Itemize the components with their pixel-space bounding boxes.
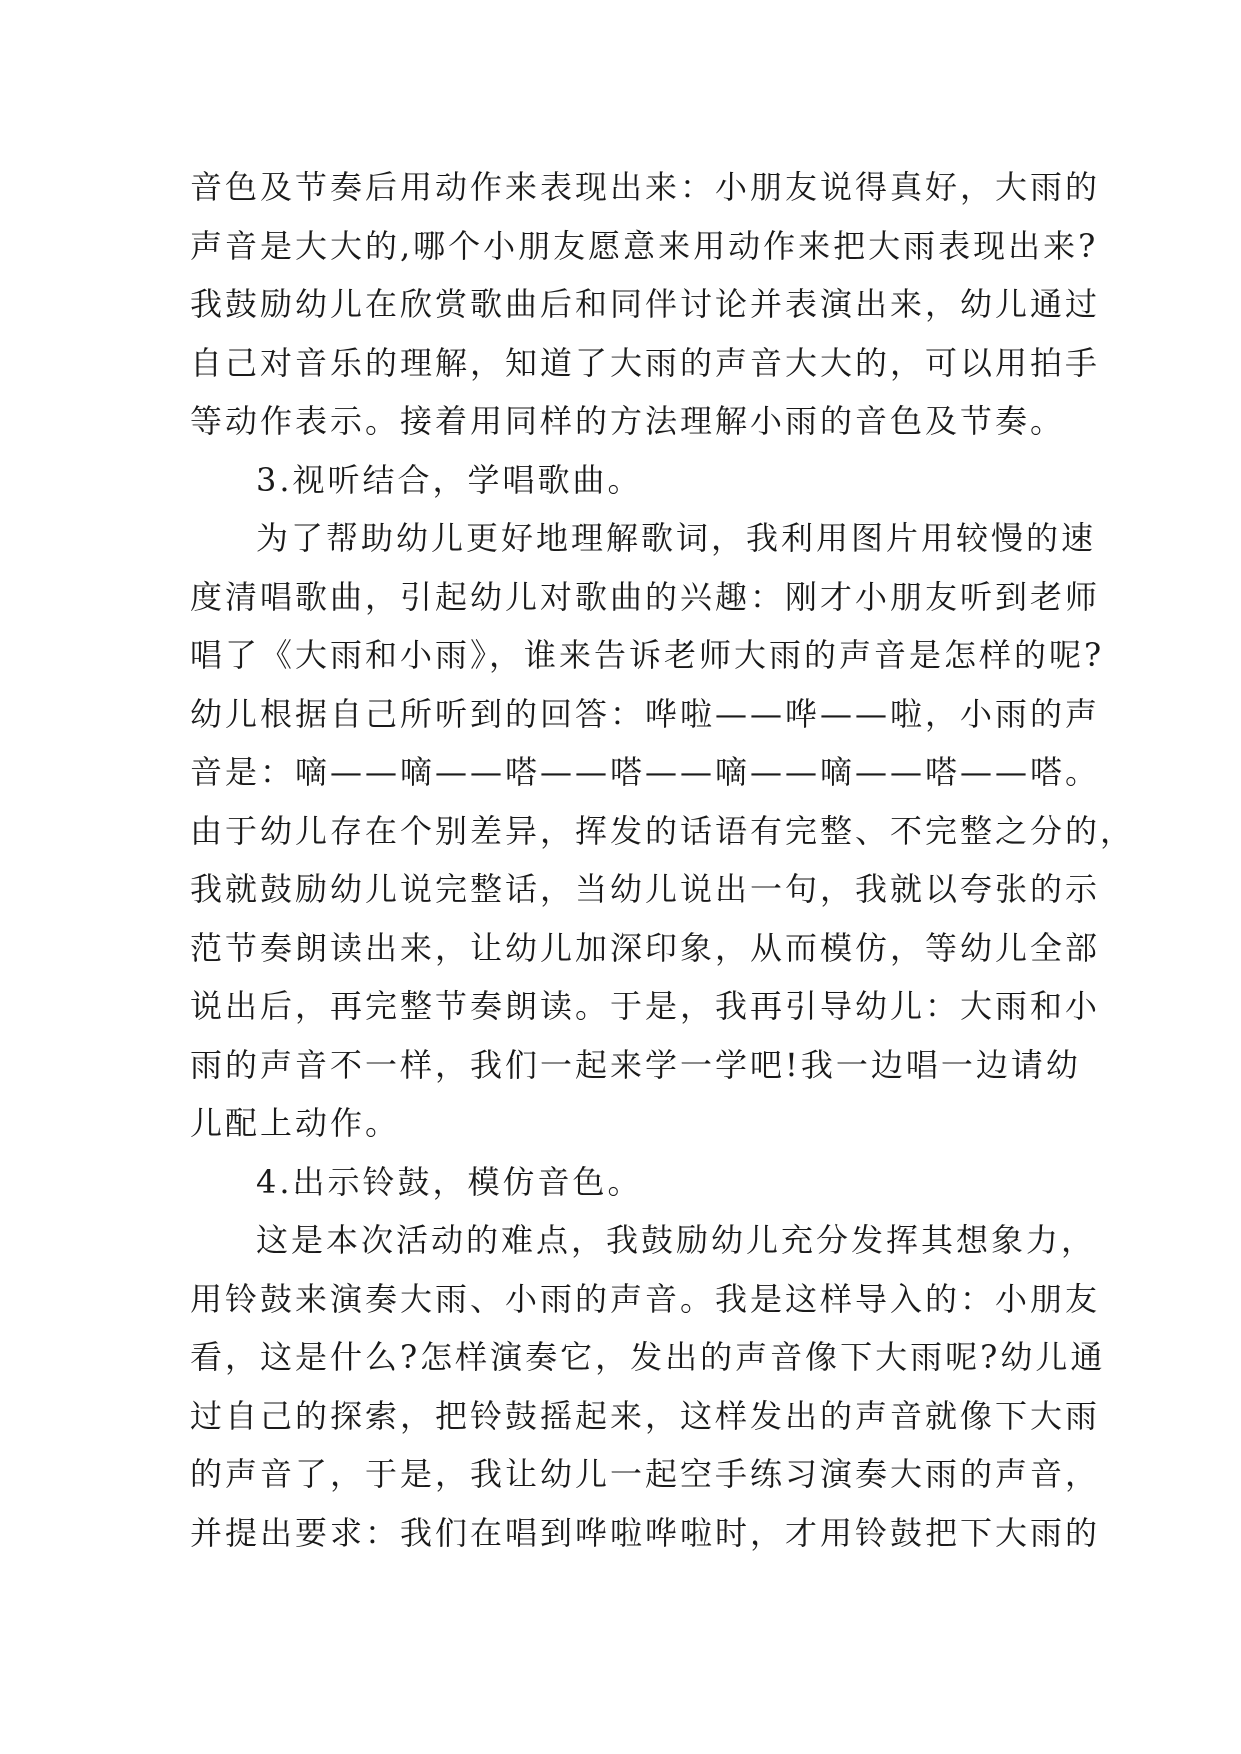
text-line: 由于幼儿存在个别差异，挥发的话语有完整、不完整之分的， — [190, 811, 1136, 850]
section-heading: 3.视听结合，学唱歌曲。 — [256, 460, 643, 499]
text-line: 用铃鼓来演奏大雨、小雨的声音。我是这样导入的：小朋友 — [190, 1279, 1101, 1318]
text-line: 雨的声音不一样，我们一起来学一学吧!我一边唱一边请幼 — [190, 1045, 1081, 1084]
text-line: 我就鼓励幼儿说完整话，当幼儿说出一句，我就以夸张的示 — [190, 870, 1101, 908]
text-line: 我鼓励幼儿在欣赏歌曲后和同伴讨论并表演出来，幼儿通过 — [190, 285, 1101, 323]
text-line: 等动作表示。接着用同样的方法理解小雨的音色及节奏。 — [190, 402, 1066, 440]
text-line: 过自己的探索，把铃鼓摇起来，这样发出的声音就像下大雨 — [190, 1396, 1101, 1435]
text-line: 并提出要求：我们在唱到哗啦哗啦时，才用铃鼓把下大雨的 — [190, 1513, 1101, 1552]
paragraph-start: 这是本次活动的难点，我鼓励幼儿充分发挥其想象力， — [256, 1221, 1097, 1259]
section-heading: 4.出示铃鼓，模仿音色。 — [256, 1162, 643, 1201]
text-line: 音色及节奏后用动作来表现出来：小朋友说得真好，大雨的 — [190, 168, 1101, 206]
text-line: 儿配上动作。 — [190, 1104, 401, 1142]
text-line: 的声音了，于是，我让幼儿一起空手练习演奏大雨的声音， — [190, 1455, 1101, 1493]
text-line: 音是：嘀——嘀——嗒——嗒——嘀——嘀——嗒——嗒。 — [190, 753, 1101, 791]
text-line: 度清唱歌曲，引起幼儿对歌曲的兴趣：刚才小朋友听到老师 — [190, 577, 1101, 616]
text-line: 幼儿根据自己所听到的回答：哗啦——哗——啦，小雨的声 — [190, 694, 1101, 733]
text-line: 范节奏朗读出来，让幼儿加深印象，从而模仿，等幼儿全部 — [190, 928, 1101, 967]
body-text — [190, 158, 1136, 1562]
text-line: 唱了《大雨和小雨》，谁来告诉老师大雨的声音是怎样的呢? — [190, 636, 1105, 674]
paragraph-start: 为了帮助幼儿更好地理解歌词，我利用图片用较慢的速 — [256, 519, 1097, 557]
text-line: 声音是大大的,哪个小朋友愿意来用动作来把大雨表现出来? — [190, 226, 1099, 265]
text-line: 说出后，再完整节奏朗读。于是，我再引导幼儿：大雨和小 — [190, 987, 1101, 1025]
text-line: 看，这是什么?怎样演奏它，发出的声音像下大雨呢?幼儿通 — [190, 1338, 1106, 1376]
text-line: 自己对音乐的理解，知道了大雨的声音大大的，可以用拍手 — [190, 343, 1101, 382]
